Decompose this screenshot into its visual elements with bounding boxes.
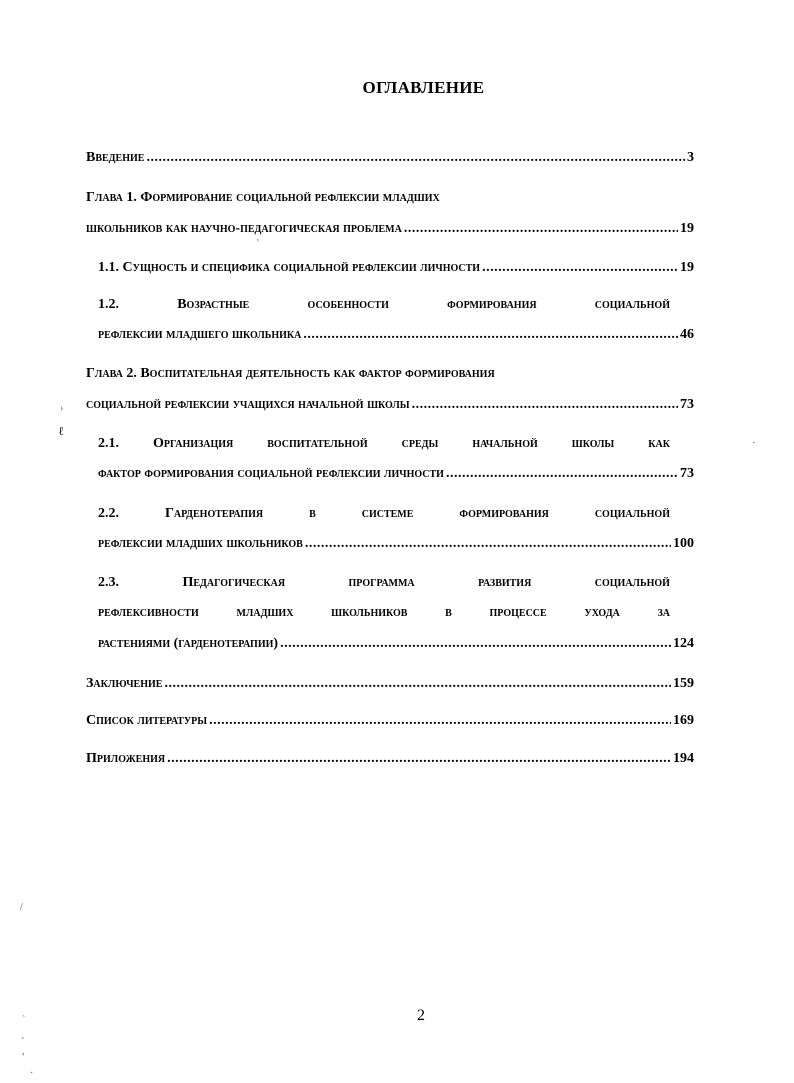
- scan-speck: ℓ: [58, 424, 64, 438]
- toc-page-number: 3: [687, 150, 694, 165]
- toc-entry-chapter-2-line2[interactable]: [86, 397, 694, 413]
- leader-dots: [164, 676, 671, 692]
- toc-entry-section-1-2-line2[interactable]: [98, 327, 694, 343]
- toc-entry-appendix[interactable]: [86, 751, 694, 767]
- scan-speck: ›: [60, 403, 64, 414]
- toc-entry-label: Глава 1. Формирование социальной рефлексии младших: [86, 190, 440, 205]
- toc-entry-label: Заключение: [86, 676, 163, 691]
- toc-page-number: 19: [680, 260, 694, 275]
- toc-word: школьников: [331, 605, 408, 620]
- toc-word: социальной: [594, 575, 670, 590]
- toc-page-number: 73: [680, 466, 694, 481]
- leader-dots: [146, 150, 685, 166]
- toc-entry-section-2-1-line1[interactable]: [98, 436, 670, 452]
- toc-word: как: [648, 436, 670, 451]
- toc-entry-chapter-2-line1[interactable]: [86, 366, 694, 382]
- scan-speck: ·: [30, 1068, 34, 1079]
- leader-dots: [280, 636, 671, 652]
- toc-page-number: 194: [673, 751, 694, 766]
- toc-word: рефлексивности: [98, 605, 199, 620]
- toc-entry-chapter-1-line2[interactable]: [86, 221, 694, 237]
- toc-word: формирования: [459, 506, 549, 521]
- toc-word: 2.2.: [98, 506, 119, 521]
- toc-word: программа: [348, 575, 415, 590]
- scan-speck: ': [22, 1036, 24, 1047]
- leader-dots: [482, 260, 678, 276]
- toc-entry-label: Список литературы: [86, 713, 208, 728]
- toc-entry-bibliography[interactable]: [86, 713, 694, 729]
- toc-entry-label: Приложения: [86, 751, 166, 766]
- leader-dots: [412, 397, 678, 413]
- toc-entry-section-1-2-line1[interactable]: [98, 297, 670, 313]
- toc-page-number: 159: [673, 676, 694, 691]
- toc-entry-section-2-3-line1[interactable]: [98, 575, 670, 591]
- toc-word: среды: [401, 436, 439, 451]
- toc-entry-conclusion[interactable]: [86, 676, 694, 692]
- toc-page-number: 19: [680, 221, 694, 236]
- toc-entry-intro[interactable]: [86, 150, 694, 166]
- page-title: ОГЛАВЛЕНИЕ: [362, 78, 485, 97]
- toc-word: развития: [478, 575, 532, 590]
- toc-entry-section-2-3-line2[interactable]: [98, 605, 670, 621]
- toc-word: младших: [236, 605, 294, 620]
- page-number: 2: [417, 1007, 425, 1024]
- toc-page-number: 169: [673, 713, 694, 728]
- toc-word: Гарденотерапия: [164, 506, 264, 521]
- toc-page-number: 73: [680, 397, 694, 412]
- toc-word: 2.3.: [98, 575, 119, 590]
- toc-word: социальной: [594, 506, 670, 521]
- toc-word: Педагогическая: [182, 575, 286, 590]
- toc-word: в: [309, 506, 316, 521]
- leader-dots: [404, 221, 678, 237]
- toc-entry-label: Введение: [86, 150, 145, 165]
- toc-entry-label: Глава 2. Воспитательная деятельность как фактор формирования: [86, 366, 495, 381]
- toc-entry-label: 1.1. Сущность и специфика социальной рефлексии личности: [98, 260, 481, 275]
- toc-word: 2.1.: [98, 436, 119, 451]
- toc-page-number: 100: [673, 536, 694, 551]
- toc-entry-section-2-2-line2[interactable]: [98, 536, 694, 552]
- scan-speck: `: [22, 1015, 26, 1026]
- scan-speck: /: [20, 902, 23, 913]
- toc-word: в: [445, 605, 452, 620]
- toc-entry-label: школьников как научно-педагогическая проблема: [86, 221, 402, 236]
- toc-entry-section-2-2-line1[interactable]: [98, 506, 670, 522]
- toc-word: воспитательной: [267, 436, 368, 451]
- leader-dots: [209, 713, 671, 729]
- scan-speck: ,: [22, 1046, 25, 1057]
- toc-word: 1.2.: [98, 297, 119, 312]
- toc-entry-section-2-3-line3[interactable]: [98, 636, 694, 652]
- toc-word: начальной: [472, 436, 538, 451]
- leader-dots: [305, 536, 671, 552]
- toc-entry-chapter-1-line1[interactable]: [86, 190, 694, 206]
- toc-word: социальной: [594, 297, 670, 312]
- toc-entry-label: рефлексии младшего школьника: [98, 327, 302, 342]
- leader-dots: [303, 327, 678, 343]
- toc-word: формирования: [447, 297, 537, 312]
- toc-word: Возрастные: [177, 297, 250, 312]
- toc-word: особенности: [307, 297, 389, 312]
- toc-word: процессе: [489, 605, 547, 620]
- scan-speck: ·: [752, 438, 756, 449]
- toc-entry-label: рефлексии младших школьников: [98, 536, 303, 551]
- leader-dots: [167, 751, 671, 767]
- toc-word: Организация: [152, 436, 234, 451]
- toc-entry-label: фактор формирования социальной рефлексии личности: [98, 466, 444, 481]
- toc-word: школы: [571, 436, 615, 451]
- scan-speck: ': [257, 238, 259, 249]
- toc-word: за: [657, 605, 670, 620]
- leader-dots: [446, 466, 678, 482]
- toc-page-number: 124: [673, 636, 694, 651]
- toc-word: ухода: [584, 605, 620, 620]
- toc-word: системе: [361, 506, 414, 521]
- toc-entry-section-1-1[interactable]: [98, 260, 694, 276]
- toc-entry-label: растениями (гарденотерапии): [98, 636, 279, 651]
- toc-entry-label: социальной рефлексии учащихся начальной школы: [86, 397, 410, 412]
- toc-entry-section-2-1-line2[interactable]: [98, 466, 694, 482]
- toc-page-number: 46: [680, 327, 694, 342]
